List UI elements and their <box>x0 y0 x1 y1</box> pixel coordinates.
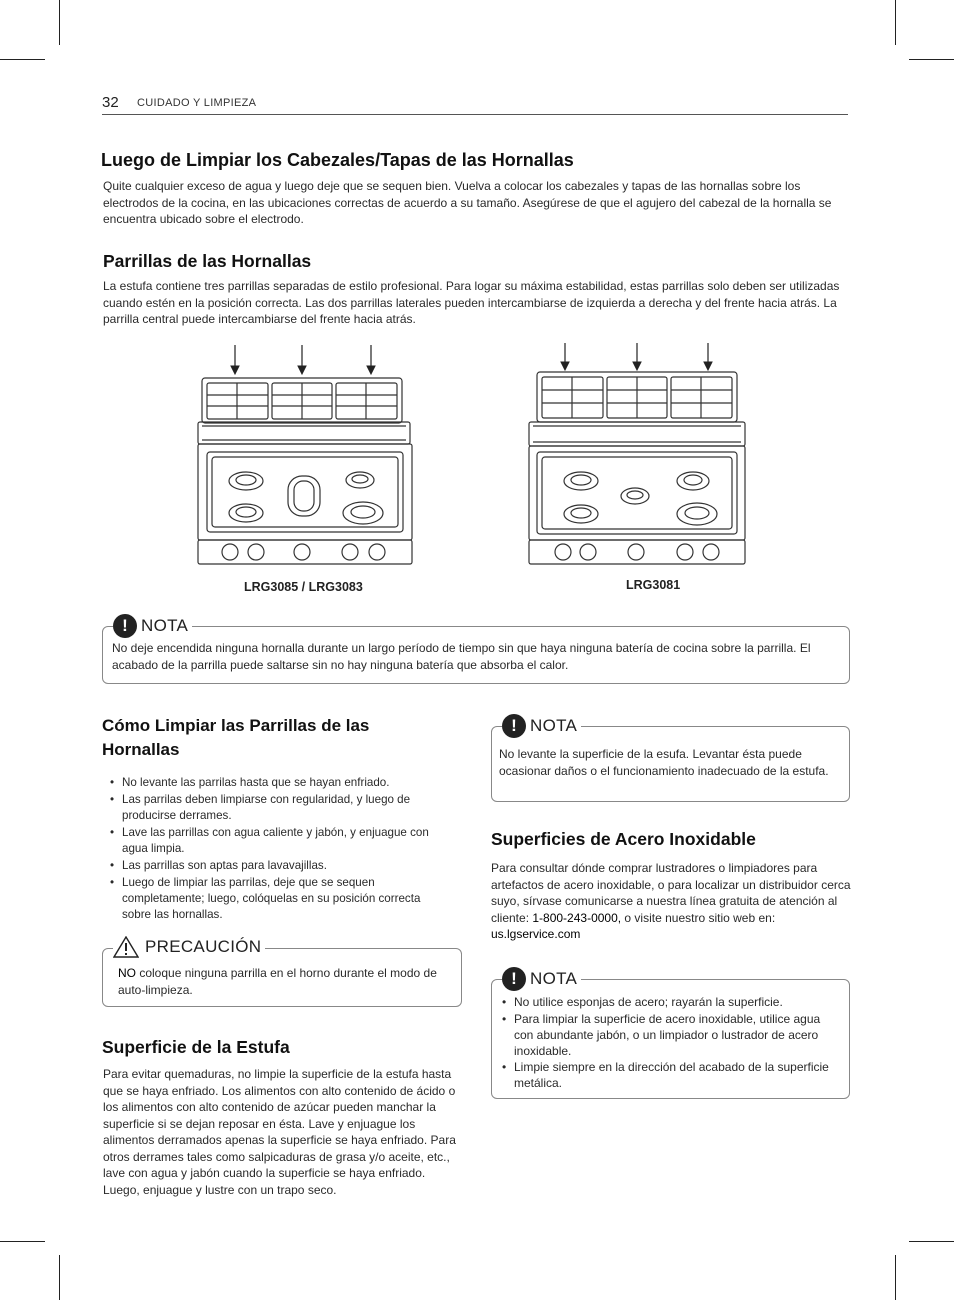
stove-illustration-right <box>525 340 755 570</box>
note-box-lift-surface <box>491 716 850 802</box>
model-label-left: LRG3085 / LRG3083 <box>244 580 363 594</box>
note-box-stainless <box>491 969 850 1099</box>
list-item: • Luego de limpiar las parrilas, deje que se sequen completamente; luego, colóquelas en su posición correcta sobre las hornallas. <box>102 875 452 924</box>
list-item: • Lave las parrillas con agua caliente y jabón, y enjuague con agua limpia. <box>102 825 452 858</box>
paragraph-burner-grates: La estufa contiene tres parrillas separadas de estilo profesional. Para logar su máxima estabilidad, estas parrillas solo deben ser utilizadas cuando estén en la posición correcta. Las dos parrillas laterales pueden intercambiarse de izquierda a derecha y del frente hacia atrás. La parrilla central puede intercambiarse del frente hacia atrás. <box>103 279 840 326</box>
heading-burner-grates: Parrillas de las Hornallas <box>103 251 312 271</box>
clean-grates-list <box>102 775 452 924</box>
phone-number: 1-800-243-0000, <box>532 910 622 925</box>
caution-text <box>118 965 453 998</box>
crop-mark <box>59 0 60 45</box>
caution-box <box>102 937 462 1007</box>
caution-strong: NO <box>118 966 136 980</box>
caution-header <box>113 934 265 960</box>
stainless-text-b: o visite nuestro sitio web en: <box>621 910 776 925</box>
note-header <box>113 613 192 639</box>
crop-mark <box>59 1255 60 1300</box>
page-header <box>102 94 848 115</box>
heading-stainless-steel: Superficies de Acero Inoxidable <box>491 829 756 849</box>
stainless-text-a: Para consultar dónde comprar lustradores o limpiadores para artefactos de acero inoxidable, o para localizar un distribuidor cerca suyo, sírvase comunicarse a nuestra línea gratuita de atención al cliente: <box>491 861 851 925</box>
list-item: • Las parrillas son aptas para lavavajillas. <box>102 858 452 874</box>
caution-body: coloque ninguna parrilla en el horno durante el modo de auto-limpieza. <box>118 966 437 997</box>
note-label: NOTA <box>530 969 578 988</box>
crop-mark <box>0 59 45 60</box>
paragraph-stainless-steel <box>491 860 851 943</box>
note-label: NOTA <box>530 716 578 735</box>
crop-mark <box>895 0 896 45</box>
list-item: • Para limpiar la superficie de acero inoxidable, utilice agua con abundante jabón, o un limpiador o lustrador de acero inoxidable. <box>494 1011 829 1059</box>
note-header <box>502 966 581 992</box>
note-box-grate-heat <box>102 616 850 684</box>
stove-illustration-left <box>190 340 420 570</box>
note-label: NOTA <box>141 616 189 635</box>
note-text: No deje encendida ninguna hornalla durante un largo período de tiempo sin que haya ninguna batería de cocina sobre la parrilla. El acabado de la parrilla puede saltarse sin no hay ninguna batería que absorba el calor. <box>112 641 811 672</box>
warning-triangle-icon <box>113 936 139 958</box>
model-label-right: LRG3081 <box>626 578 681 592</box>
caution-label: PRECAUCIÓN <box>145 937 262 956</box>
note-header <box>502 713 581 739</box>
exclamation-icon: ! <box>502 714 526 738</box>
exclamation-icon: ! <box>502 967 526 991</box>
heading-stove-surface: Superficie de la Estufa <box>102 1037 290 1057</box>
heading-burners-after-cleaning: Luego de Limpiar los Cabezales/Tapas de las Hornallas <box>101 150 574 170</box>
crop-mark <box>909 1241 954 1242</box>
stainless-note-list <box>494 994 829 1092</box>
list-item: • Las parrilas deben limpiarse con regularidad, y luego de producirse derrames. <box>102 792 452 825</box>
crop-mark <box>895 1255 896 1300</box>
website-link[interactable]: us.lgservice.com <box>491 927 581 941</box>
heading-clean-grates: Cómo Limpiar las Parrillas de las Hornallas <box>102 716 370 759</box>
section-name: CUIDADO Y LIMPIEZA <box>137 97 257 109</box>
note-text: No levante la superficie de la esufa. Levantar ésta puede ocasionar daños o el funcionamiento inadecuado de la estufa. <box>499 747 829 778</box>
crop-mark <box>0 1241 45 1242</box>
list-item: • No utilice esponjas de acero; rayarán la superficie. <box>494 994 829 1010</box>
paragraph-burners-after-cleaning: Quite cualquier exceso de agua y luego deje que se sequen bien. Vuelva a colocar los cabezales y tapas de las hornallas sobre los electrodos de la cocina, en las ubicaciones correctas de acuerdo a su tamaño. Asegúrese de que el agujero del cabezal de la hornalla se encuentra ubicado sobre el electrodo. <box>103 179 832 226</box>
crop-mark <box>909 59 954 60</box>
page-number: 32 <box>102 94 119 111</box>
exclamation-icon: ! <box>113 614 137 638</box>
list-item: • Limpie siempre en la dirección del acabado de la superficie metálica. <box>494 1059 829 1091</box>
paragraph-stove-surface: Para evitar quemaduras, no limpie la superficie de la estufa hasta que se haya enfriado. Los alimentos con alto contenido de ácido o los alimentos con alto contenido de azúcar pueden manchar la superficie si se dejan reposar en ésta. Lave y enjuague los alimentos derramados apenas la superficie se haya enfriado. Para otros derrames tales como salpicaduras de grasa y/o aceite, etc., lave con agua y jabón cuando la superficie se haya enfriado. Luego, enjuague y lustre con un trapo seco. <box>103 1067 456 1197</box>
list-item: • No levante las parrilas hasta que se hayan enfriado. <box>102 775 452 791</box>
